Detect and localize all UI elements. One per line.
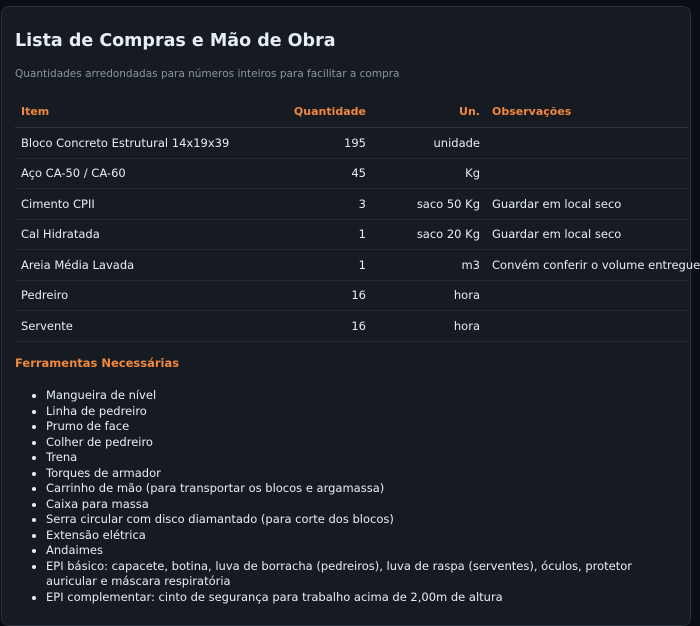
page-title: Lista de Compras e Mão de Obra — [15, 31, 336, 51]
cell-item: Cimento CPII — [15, 189, 285, 220]
list-item: • Colher de pedreiro — [46, 435, 679, 451]
list-item: • EPI básico: capacete, botina, luva de borracha (pedreiros), luva de raspa (serventes), óculos, protetor auricular e máscara respiratória — [46, 559, 679, 590]
cell-quantity: 195 — [285, 128, 372, 159]
cell-item: Areia Média Lavada — [15, 250, 285, 281]
cell-item: Bloco Concreto Estrutural 14x19x39 — [15, 128, 285, 159]
table-row — [15, 189, 688, 220]
list-item: • Carrinho de mão (para transportar os blocos e argamassa) — [46, 481, 679, 497]
column-header-item: Item — [15, 96, 285, 128]
cell-unit: hora — [372, 280, 486, 311]
content-card — [1, 6, 700, 626]
cell-item: Aço CA-50 / CA-60 — [15, 158, 285, 189]
cell-unit: saco 50 Kg — [372, 189, 486, 220]
cell-notes — [486, 158, 688, 189]
column-header-quantity: Quantidade — [285, 96, 372, 128]
tools-heading: Ferramentas Necessárias — [15, 356, 180, 370]
cell-quantity: 45 — [285, 158, 372, 189]
list-item: • Extensão elétrica — [46, 528, 679, 544]
cell-notes: Convém conferir o volume entregue — [486, 250, 688, 281]
cell-notes — [486, 311, 688, 342]
list-item: • Mangueira de nível — [46, 388, 679, 404]
cell-quantity: 1 — [285, 219, 372, 250]
cell-quantity: 3 — [285, 189, 372, 220]
column-header-unit: Un. — [372, 96, 486, 128]
cell-item: Servente — [15, 311, 285, 342]
column-header-notes: Observações — [486, 96, 688, 128]
table-header-row — [15, 96, 688, 128]
list-item: • Caixa para massa — [46, 497, 679, 513]
cell-quantity: 16 — [285, 311, 372, 342]
table-row — [15, 280, 688, 311]
list-item: • Torques de armador — [46, 466, 679, 482]
table-row — [15, 250, 688, 281]
list-item: • Andaimes — [46, 543, 679, 559]
cell-notes — [486, 280, 688, 311]
cell-unit: m3 — [372, 250, 486, 281]
table-row — [15, 128, 688, 159]
list-item: • Serra circular com disco diamantado (para corte dos blocos) — [46, 512, 679, 528]
list-item: • Linha de pedreiro — [46, 404, 679, 420]
list-item: • Trena — [46, 450, 679, 466]
cell-item: Pedreiro — [15, 280, 285, 311]
page-subtitle: Quantidades arredondadas para números inteiros para facilitar a compra — [15, 68, 400, 80]
cell-notes — [486, 128, 688, 159]
cell-unit: saco 20 Kg — [372, 219, 486, 250]
cell-item: Cal Hidratada — [15, 219, 285, 250]
cell-quantity: 16 — [285, 280, 372, 311]
cell-unit: Kg — [372, 158, 486, 189]
cell-unit: hora — [372, 311, 486, 342]
cell-notes: Guardar em local seco — [486, 189, 688, 220]
list-item: • Prumo de face — [46, 419, 679, 435]
table-row — [15, 311, 688, 342]
table-row — [15, 158, 688, 189]
cell-notes: Guardar em local seco — [486, 219, 688, 250]
cell-unit: unidade — [372, 128, 486, 159]
table-row — [15, 219, 688, 250]
shopping-list-table — [15, 96, 700, 342]
list-item: • EPI complementar: cinto de segurança para trabalho acima de 2,00m de altura — [46, 590, 679, 606]
cell-quantity: 1 — [285, 250, 372, 281]
tools-list — [15, 388, 679, 605]
